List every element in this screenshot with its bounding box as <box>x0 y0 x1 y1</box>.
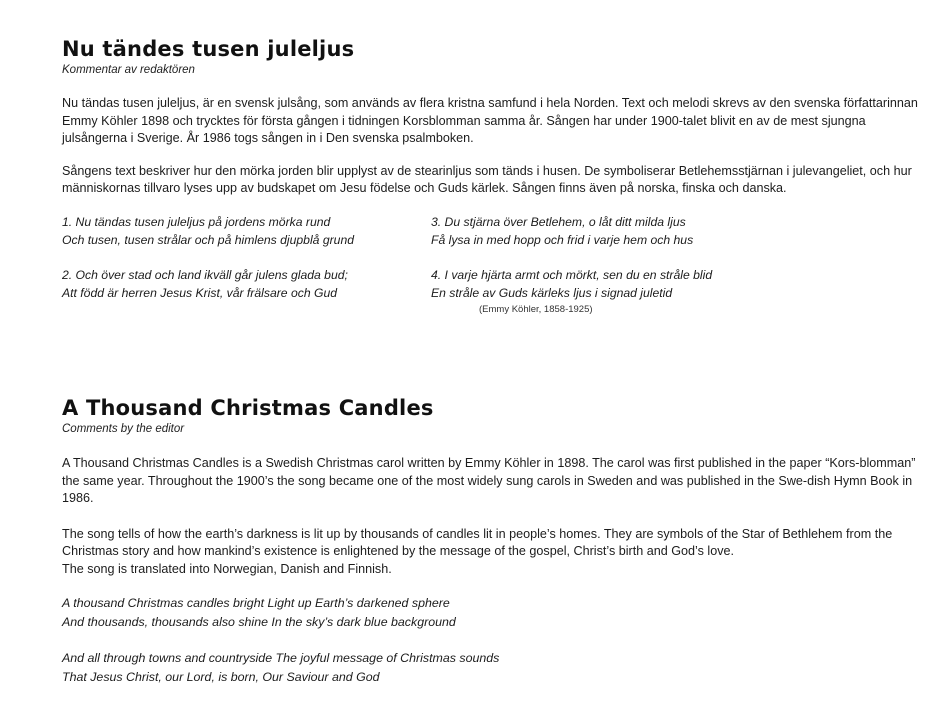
swedish-verses <box>62 213 924 317</box>
verse-line: Få lysa in med hopp och frid i varje hem och hus <box>431 232 694 247</box>
verse-line: Och tusen, tusen strålar och på himlens djupblå grund <box>62 232 354 247</box>
verse-line: 2. Och över stad och land ikväll går julens glada bud; <box>62 267 348 282</box>
english-title: A Thousand Christmas Candles <box>62 396 434 420</box>
swedish-title: Nu tändes tusen juleljus <box>62 37 355 61</box>
english-paragraph-1: A Thousand Christmas Candles is a Swedish Christmas carol written by Emmy Köhler in 1898. The carol was first published in the paper “Kors-blomman” the same year. Throughout the 1900’s the song became one of the most widely sung carols in Sweden and was published in the Swe-dish Hymn Book in 1986. <box>62 456 916 505</box>
swedish-paragraph-2: Sångens text beskriver hur den mörka jorden blir upplyst av de stearinljus som tänds i husen. De symboliserar Betlehemsstjärnan i julevangeliet, och hur människornas tillvaro lyses upp av budskapet om Jesu födelse och Guds kärlek. Sången finns även på norska, finska och danska. <box>62 163 912 195</box>
english-paragraph-3: The song is translated into Norwegian, Danish and Finnish. <box>62 561 392 576</box>
swedish-subtitle: Kommentar av redaktören <box>62 64 195 76</box>
verses-left-column <box>62 213 422 302</box>
swedish-section <box>62 36 924 317</box>
english-verse-2 <box>62 649 924 687</box>
author-credit: (Emmy Köhler, 1858-1925) <box>479 303 593 315</box>
english-subtitle: Comments by the editor <box>62 423 185 435</box>
verse-line: 3. Du stjärna över Betlehem, o låt ditt milda ljus <box>431 214 686 229</box>
swedish-verse-2 <box>62 266 422 302</box>
english-paragraph-2: The song tells of how the earth’s darkness is lit up by thousands of candles lit in people’s homes. They are symbols of the Star of Bethlehem from the Christmas story and how mankind’s existence is enlightened by the message of the gospel, Christ’s birth and God’s love. <box>62 526 893 558</box>
verse-line: 4. I varje hjärta armt och mörkt, sen du en stråle blid <box>431 267 713 282</box>
swedish-verse-1 <box>62 213 422 249</box>
english-section <box>62 395 924 687</box>
verse-line: Att född är herren Jesus Krist, vår frälsare och Gud <box>62 285 338 300</box>
verse-line: A thousand Christmas candles bright Light up Earth’s darkened sphere <box>62 596 450 610</box>
verses-right-column <box>431 213 911 317</box>
swedish-verse-4 <box>431 266 911 302</box>
verse-line: That Jesus Christ, our Lord, is born, Our Saviour and God <box>62 670 380 684</box>
swedish-paragraph-1: Nu tändas tusen juleljus, är en svensk julsång, som används av flera kristna samfund i hela Norden. Text och melodi skrevs av den svenska författarinnan Emmy Köhler 1898 och trycktes för första gången i tidningen Korsblomman samma år. Sången har under 1900-talet blivit en av de mest sjungna julsångerna i Sverige. År 1986 togs sången in i Den svenska psalmboken. <box>62 96 918 145</box>
swedish-verse-3 <box>431 213 911 249</box>
english-verse-1 <box>62 594 924 632</box>
verse-line: And thousands, thousands also shine In the sky’s dark blue background <box>62 615 456 629</box>
verse-line: And all through towns and countryside The joyful message of Christmas sounds <box>62 651 500 665</box>
verse-line: En stråle av Guds kärleks ljus i signad juletid <box>431 285 673 300</box>
verse-line: 1. Nu tändas tusen juleljus på jordens mörka rund <box>62 214 331 229</box>
